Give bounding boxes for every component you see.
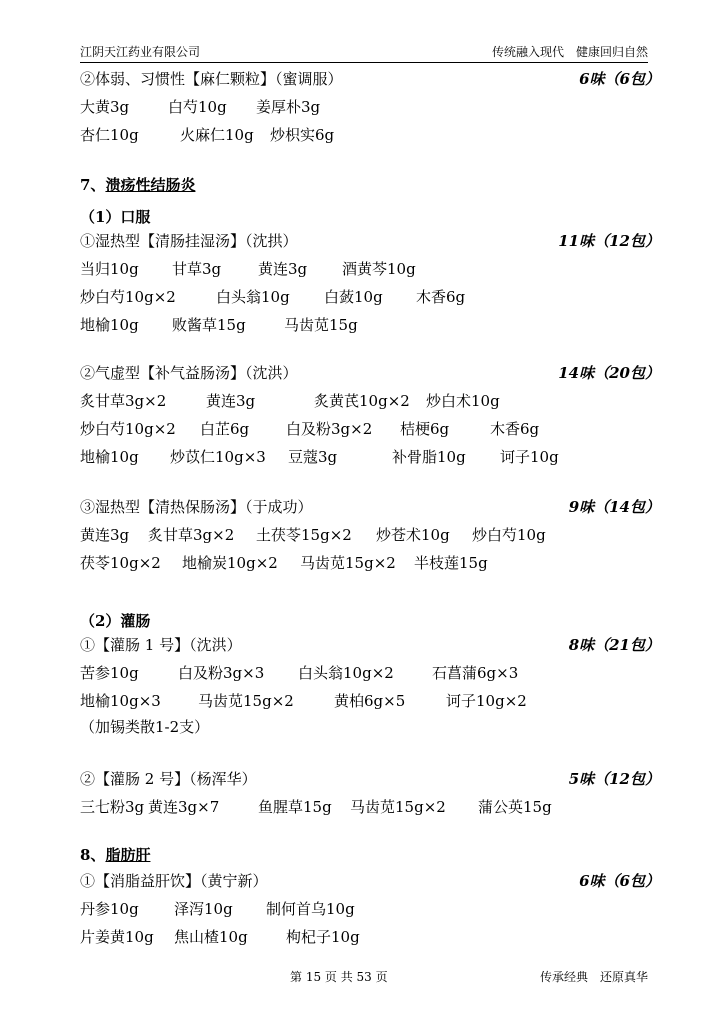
formula-heading: [80, 228, 660, 254]
herb-item: 地榆10g: [80, 448, 139, 466]
formula-count: 9味（14包）: [568, 498, 660, 516]
formula-label: ①【灌肠 1 号】（沈洪）: [80, 636, 242, 654]
formula-label: ②【灌肠 2 号】（杨浑华）: [80, 770, 257, 788]
formula-heading: [80, 494, 660, 520]
formula-heading: [80, 66, 660, 92]
herb-item: 白头翁10g×2: [298, 664, 394, 682]
herb-item: 半枝莲15g: [414, 554, 488, 572]
herb-item: 白头翁10g: [216, 288, 290, 306]
footer-motto: 传承经典 还原真华: [539, 970, 648, 984]
section-title: 脂肪肝: [105, 846, 151, 864]
herb-item: 炒白芍10g×2: [80, 420, 176, 438]
herb-item: 制何首乌10g: [266, 900, 355, 918]
herb-item: 败酱草15g: [172, 316, 246, 334]
herb-item: 白及粉3g×2: [286, 420, 373, 438]
herb-item: 杏仁10g: [80, 126, 139, 144]
formula-label: ②体弱、习惯性【麻仁颗粒】（蜜调服）: [80, 70, 343, 88]
page-header: [80, 40, 648, 63]
herb-item: 姜厚朴3g: [256, 98, 321, 116]
herb-item: 白芍10g: [168, 98, 227, 116]
formula-label: ③湿热型【清热保肠汤】（于成功）: [80, 498, 313, 516]
herb-row: [80, 794, 660, 820]
formula-heading: [80, 868, 660, 894]
herb-row: [80, 896, 660, 922]
herb-item: 马齿苋15g×2: [350, 798, 446, 816]
formula-count: 8味（21包）: [568, 636, 660, 654]
formula-note: （加锡类散1-2支）: [80, 718, 210, 736]
herb-item: 片姜黄10g: [80, 928, 154, 946]
herb-item: 黄连3g×7: [148, 798, 220, 816]
herb-item: 炒白芍10g×2: [80, 288, 176, 306]
herb-row: [80, 550, 660, 576]
formula-count: 5味（12包）: [568, 770, 660, 788]
herb-item: 补骨脂10g: [392, 448, 466, 466]
herb-item: 地榆炭10g×2: [182, 554, 278, 572]
herb-item: 茯苓10g×2: [80, 554, 161, 572]
herb-row: [80, 444, 660, 470]
page-number: 第 15 页 共 53 页: [290, 970, 388, 984]
herb-row: [80, 94, 660, 120]
header-slogan: 传统融入现代 健康回归自然: [491, 45, 648, 59]
herb-row: [80, 256, 660, 282]
herb-item: 炒苡仁10g×3: [170, 448, 266, 466]
herb-item: 地榆10g×3: [80, 692, 161, 710]
herb-item: 焦山楂10g: [174, 928, 248, 946]
herb-item: 炒白术10g: [426, 392, 500, 410]
formula-count: 14味（20包）: [558, 364, 660, 382]
formula-heading: [80, 632, 660, 658]
formula-label: ①湿热型【清肠挂湿汤】（沈拱）: [80, 232, 298, 250]
herb-item: 豆蔻3g: [288, 448, 338, 466]
company-name: 江阴天江药业有限公司: [80, 45, 201, 59]
herb-item: 黄连3g: [206, 392, 256, 410]
section-heading: [80, 172, 660, 198]
section-number: 8、: [80, 846, 106, 864]
herb-item: 炒白芍10g: [472, 526, 546, 544]
herb-item: 丹参10g: [80, 900, 139, 918]
herb-item: 地榆10g: [80, 316, 139, 334]
formula-label: ②气虚型【补气益肠汤】（沈洪）: [80, 364, 298, 382]
section-title: 溃疡性结肠炎: [105, 176, 196, 194]
herb-item: 炒枳实6g: [270, 126, 335, 144]
herb-item: 酒黄芩10g: [342, 260, 416, 278]
herb-item: 炙黄芪10g×2: [314, 392, 410, 410]
herb-row: [80, 284, 660, 310]
formula-heading: [80, 766, 660, 792]
herb-item: 苦参10g: [80, 664, 139, 682]
herb-item: 甘草3g: [172, 260, 222, 278]
section-heading: [80, 842, 660, 868]
herb-item: 火麻仁10g: [180, 126, 254, 144]
herb-item: 马齿苋15g×2: [198, 692, 294, 710]
formula-heading: [80, 360, 660, 386]
herb-row: [80, 660, 660, 686]
herb-item: 石菖蒲6g×3: [432, 664, 519, 682]
herb-row: [80, 688, 660, 714]
herb-item: 黄柏6g×5: [334, 692, 406, 710]
formula-count: 6味（6包）: [579, 70, 660, 88]
herb-item: 大黄3g: [80, 98, 130, 116]
herb-item: 木香6g: [416, 288, 466, 306]
formula-label: ①【消脂益肝饮】（黄宁新）: [80, 872, 268, 890]
herb-item: 炒苍术10g: [376, 526, 450, 544]
herb-item: 马齿苋15g×2: [300, 554, 396, 572]
herb-row: [80, 312, 660, 338]
herb-item: 马齿苋15g: [284, 316, 358, 334]
herb-item: 枸杞子10g: [286, 928, 360, 946]
herb-item: 桔梗6g: [400, 420, 450, 438]
herb-item: 黄连3g: [258, 260, 308, 278]
herb-row: [80, 522, 660, 548]
herb-item: 三七粉3g: [80, 798, 145, 816]
herb-item: 黄连3g: [80, 526, 130, 544]
herb-row: [80, 388, 660, 414]
herb-item: 白蔹10g: [324, 288, 383, 306]
herb-row: [80, 122, 660, 148]
herb-item: 白及粉3g×3: [178, 664, 265, 682]
herb-item: 木香6g: [490, 420, 540, 438]
herb-item: 炙甘草3g×2: [80, 392, 167, 410]
section-number: 7、: [80, 176, 106, 194]
herb-item: 白芷6g: [200, 420, 250, 438]
herb-item: 鱼腥草15g: [258, 798, 332, 816]
formula-count: 11味（12包）: [558, 232, 660, 250]
formula-count: 6味（6包）: [579, 872, 660, 890]
herb-item: 诃子10g×2: [446, 692, 527, 710]
herb-item: 炙甘草3g×2: [148, 526, 235, 544]
subsection-heading: （1）口服: [80, 208, 151, 226]
herb-item: 蒲公英15g: [478, 798, 552, 816]
herb-item: 诃子10g: [500, 448, 559, 466]
herb-row: [80, 924, 660, 950]
herb-item: 当归10g: [80, 260, 139, 278]
herb-item: 土茯苓15g×2: [256, 526, 352, 544]
herb-row: [80, 416, 660, 442]
subsection-heading: （2）灌肠: [80, 612, 151, 630]
herb-item: 泽泻10g: [174, 900, 233, 918]
